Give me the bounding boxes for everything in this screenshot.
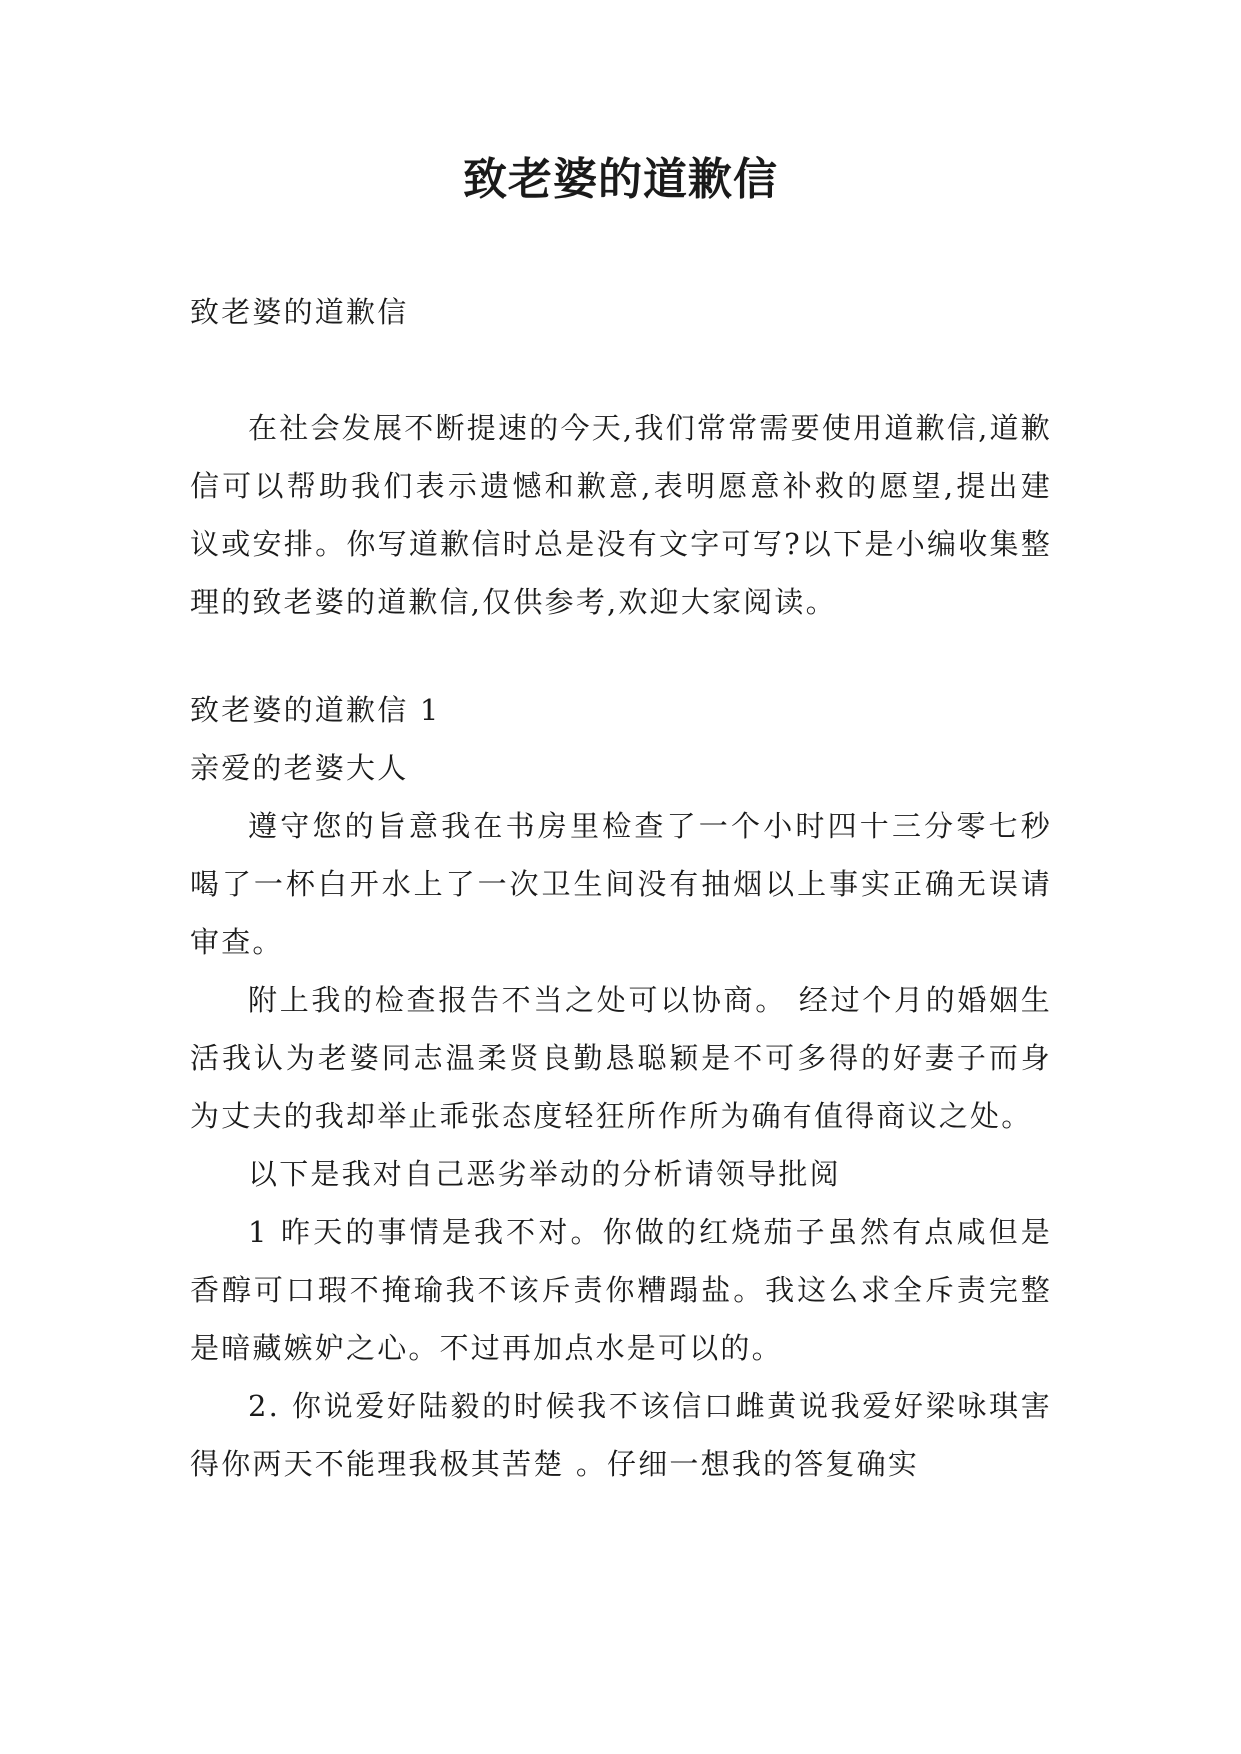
document-body — [190, 283, 1052, 1493]
body-paragraph-4: 1 昨天的事情是我不对。你做的红烧茄子虽然有点咸但是香醇可口瑕不掩瑜我不该斥责你糟蹋盐。我这么求全斥责完整是暗藏嫉妒之心。不过再加点水是可以的。 — [190, 1215, 1052, 1365]
document-title: 致老婆的道歉信 — [463, 154, 778, 205]
body-paragraph-5: 2. 你说爱好陆毅的时候我不该信口雌黄说我爱好梁咏琪害得你两天不能理我极其苦楚 。仔细一想我的答复确实 — [190, 1389, 1052, 1481]
document-subtitle: 致老婆的道歉信 — [190, 295, 409, 329]
section-heading: 致老婆的道歉信 1 — [190, 693, 441, 727]
salutation: 亲爱的老婆大人 — [190, 751, 409, 785]
body-paragraph-2: 附上我的检查报告不当之处可以协商。 经过个月的婚姻生活我认为老婆同志温柔贤良勤恳聪颖是不可多得的好妻子而身为丈夫的我却举止乖张态度轻狂所作所为确有值得商议之处。 — [190, 983, 1052, 1133]
body-paragraph-1: 遵守您的旨意我在书房里检查了一个小时四十三分零七秒喝了一杯白开水上了一次卫生间没有抽烟以上事实正确无误请审查。 — [190, 809, 1052, 959]
body-paragraph-3: 以下是我对自己恶劣举动的分析请领导批阅 — [248, 1157, 841, 1191]
intro-paragraph: 在社会发展不断提速的今天,我们常常需要使用道歉信,道歉信可以帮助我们表示遗憾和歉意,表明愿意补救的愿望,提出建议或安排。你写道歉信时总是没有文字可写?以下是小编收集整理的致老婆的道歉信,仅供参考,欢迎大家阅读。 — [190, 411, 1052, 619]
